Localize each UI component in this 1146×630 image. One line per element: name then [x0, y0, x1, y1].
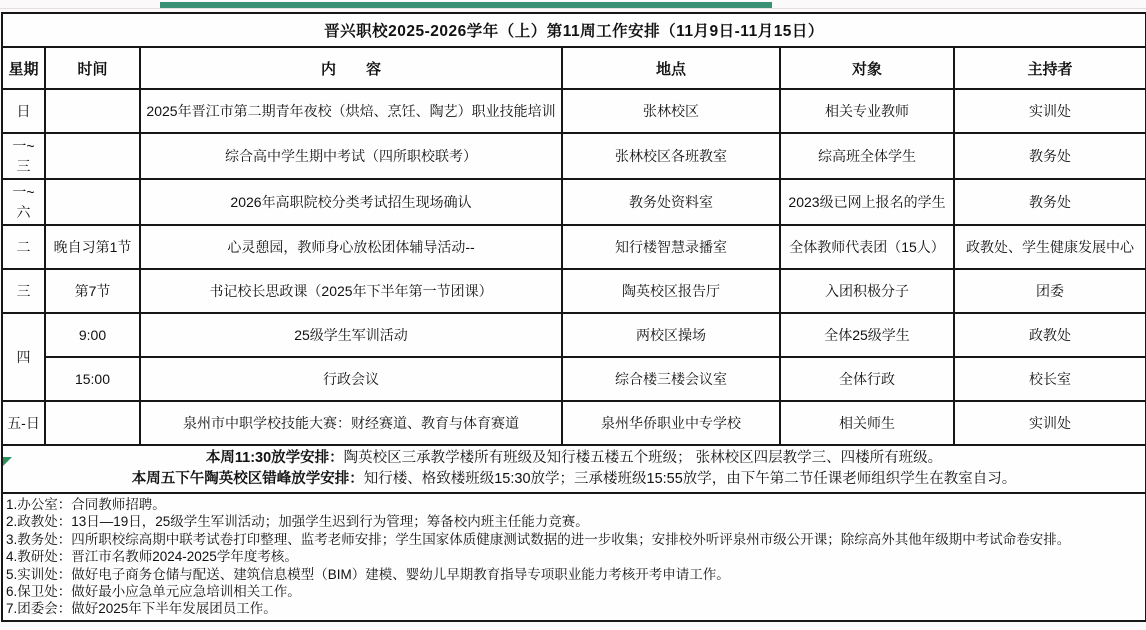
weekday-cell: 一~三 [2, 133, 45, 179]
time-cell [45, 89, 140, 133]
note-youth-league: 7.团委会：做好2025年下半年发展团员工作。 [6, 601, 277, 617]
table-row-fri-sun [2, 401, 1146, 445]
target-cell: 综高班全体学生 [780, 133, 954, 179]
note-academic-affairs: 3.教务处：四所职校综高期中联考试卷打印整理、监考老师安排；学生国家体质健康测试数据的进一步收集；安排校外听评泉州市级公开课；除综高外其他年级期中考试命卷安排。 [6, 531, 1071, 547]
time-cell: 晚自习第1节 [45, 225, 140, 269]
col-header-target: 对象 [780, 47, 954, 89]
col-header-weekday: 星期 [2, 47, 45, 89]
target-cell: 相关师生 [780, 401, 954, 445]
note-practical-training: 5.实训处：做好电子商务仓储与配送、建筑信息模型（BIM）建模、婴幼儿早期教育指导专项职业能力考核开考申请工作。 [6, 566, 730, 582]
note-political-education: 2.政教处：13日—19日，25级学生军训活动；加强学生迟到行为管理；筹备校内班主任能力竞赛。 [6, 514, 589, 530]
time-cell [45, 179, 140, 225]
content-cell: 书记校长思政课（2025年下半年第一节团课） [140, 269, 562, 313]
host-cell: 校长室 [954, 357, 1146, 401]
weekday-cell: 五-日 [2, 401, 45, 445]
content-cell: 综合高中学生期中考试（四所职校联考） [140, 133, 562, 179]
time-cell [45, 133, 140, 179]
content-cell: 2025年晋江市第二期青年夜校（烘焙、烹饪、陶艺）职业技能培训 [140, 89, 562, 133]
place-cell: 知行楼智慧录播室 [562, 225, 780, 269]
department-notes-cell [2, 493, 1146, 621]
weekday-cell: 日 [2, 89, 45, 133]
place-cell: 陶英校区报告厅 [562, 269, 780, 313]
notice-2-label: 本周五下午陶英校区错峰放学安排： [131, 471, 364, 487]
note-teaching-research: 4.教研处：晋江市名教师2024-2025学年度考核。 [6, 549, 298, 565]
weekday-cell-merged: 四 [2, 313, 45, 401]
notice-line-1 [6, 448, 1142, 469]
note-security: 6.保卫处：做好最小应急单元应急培训相关工作。 [6, 584, 301, 600]
host-cell: 教务处 [954, 179, 1146, 225]
host-cell: 实训处 [954, 89, 1146, 133]
place-cell: 张林校区各班教室 [562, 133, 780, 179]
content-cell: 25级学生军训活动 [140, 313, 562, 357]
content-cell: 心灵憩园，教师身心放松团体辅导活动-- [140, 225, 562, 269]
host-cell: 实训处 [954, 401, 1146, 445]
table-row-thu-pm [2, 357, 1146, 401]
table-row-sun [2, 89, 1146, 133]
page-title: 晋兴职校2025-2026学年（上）第11周工作安排（11月9日-11月15日） [2, 13, 1146, 47]
top-divider-line [0, 8, 1146, 9]
weekly-schedule-table [1, 12, 1146, 622]
content-cell: 行政会议 [140, 357, 562, 401]
green-corner-marker [3, 457, 12, 466]
notice-line-2 [6, 469, 1142, 490]
target-cell: 2023级已网上报名的学生 [780, 179, 954, 225]
time-cell: 第7节 [45, 269, 140, 313]
place-cell: 两校区操场 [562, 313, 780, 357]
col-header-time: 时间 [45, 47, 140, 89]
time-cell [45, 401, 140, 445]
table-row-mon-sat [2, 179, 1146, 225]
host-cell: 团委 [954, 269, 1146, 313]
content-cell: 2026年高职院校分类考试招生现场确认 [140, 179, 562, 225]
table-row-tue [2, 225, 1146, 269]
weekday-cell: 二 [2, 225, 45, 269]
table-row-thu-am [2, 313, 1146, 357]
notice-2-text: 知行楼、格致楼班级15:30放学；三承楼班级15:55放学，由下午第二节任课老师组织学生在教室自习。 [363, 471, 1017, 487]
host-cell: 教务处 [954, 133, 1146, 179]
weekday-cell: 一~六 [2, 179, 45, 225]
col-header-host: 主持者 [954, 47, 1146, 89]
notice-1-text: 陶英校区三承教学楼所有班级及知行楼五楼五个班级； 张林校区四层教学三、四楼所有班级。 [343, 450, 943, 466]
table-row-wed [2, 269, 1146, 313]
col-header-place: 地点 [562, 47, 780, 89]
place-cell: 综合楼三楼会议室 [562, 357, 780, 401]
notice-1-label: 本周11:30放学安排： [205, 450, 344, 466]
place-cell: 教务处资料室 [562, 179, 780, 225]
dismissal-notice-cell [2, 445, 1146, 493]
header-row [2, 47, 1146, 89]
time-cell: 15:00 [45, 357, 140, 401]
place-cell: 泉州华侨职业中专学校 [562, 401, 780, 445]
target-cell: 入团积极分子 [780, 269, 954, 313]
time-cell: 9:00 [45, 313, 140, 357]
target-cell: 全体行政 [780, 357, 954, 401]
host-cell: 政教处 [954, 313, 1146, 357]
note-office: 1.办公室：合同教师招聘。 [6, 497, 166, 512]
content-cell: 泉州市中职学校技能大赛：财经赛道、教育与体育赛道 [140, 401, 562, 445]
target-cell: 相关专业教师 [780, 89, 954, 133]
place-cell: 张林校区 [562, 89, 780, 133]
target-cell: 全体25级学生 [780, 313, 954, 357]
title-row [2, 13, 1146, 47]
target-cell: 全体教师代表团（15人） [780, 225, 954, 269]
weekday-cell: 三 [2, 269, 45, 313]
table-row-mon-wed [2, 133, 1146, 179]
department-notes-row [2, 493, 1146, 621]
notice-row [2, 445, 1146, 493]
col-header-content: 内 容 [140, 47, 562, 89]
host-cell: 政教处、学生健康发展中心 [954, 225, 1146, 269]
